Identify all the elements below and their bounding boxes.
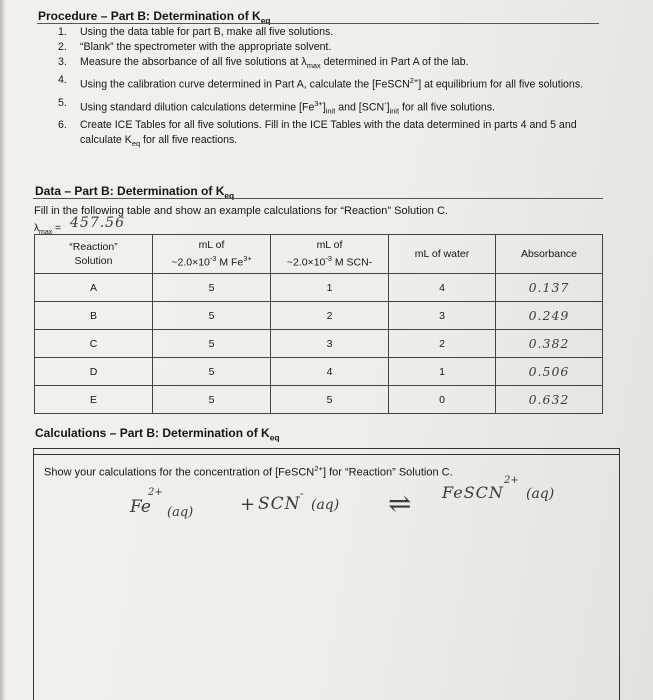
cell-scn: 4 — [271, 358, 389, 386]
eq-product-state: (aq) — [526, 486, 555, 502]
eq-scn: SCN — [258, 494, 301, 514]
cell-solution: C — [35, 330, 153, 358]
cell-water: 4 — [389, 274, 496, 302]
cell-absorbance: 0.249 — [496, 302, 603, 330]
equilibrium-arrow-icon: ⇌ — [388, 487, 412, 520]
cell-solution: A — [35, 274, 153, 302]
step-4: 4. Using the calibration curve determined in Part A, calculate the [FeSCN$^{2+}$] at equilibrium for all five solutions. — [58, 74, 584, 91]
table-header-row — [35, 235, 603, 274]
header-ml-scn: mL of $\sim 2.0\times 10^{-3}$ M SCN- — [271, 235, 389, 274]
cell-water: 1 — [389, 358, 496, 386]
header-ml-water: mL of water — [389, 235, 496, 274]
cell-water: 0 — [389, 386, 496, 414]
header-absorbance: Absorbance — [496, 235, 603, 274]
calc-box-inner-rule — [34, 454, 619, 455]
procedure-heading: Procedure – Part B: Determination of $K_{eq}$ — [38, 9, 271, 26]
cell-fe: 5 — [153, 302, 271, 330]
header-ml-fe: mL of $\sim 2.0\times 10^{-3}$ M $Fe^{3+}$ — [153, 235, 271, 274]
eq-plus: + — [240, 494, 256, 515]
cell-absorbance: 0.632 — [496, 386, 603, 414]
cell-fe: 5 — [153, 358, 271, 386]
table-row — [35, 386, 603, 414]
table-row — [35, 302, 603, 330]
data-heading: Data – Part B: Determination of $K_{eq}$ — [35, 184, 235, 201]
step-5: 5. Using standard dilution calculations determine $[Fe^{3+}]_{init}$ and $[SCN^-]_{init}$ for all five solutions. — [58, 96, 495, 116]
cell-solution: B — [35, 302, 153, 330]
page-edge-shadow — [0, 0, 6, 700]
eq-product-charge: 2+ — [504, 475, 519, 486]
procedure-steps — [58, 25, 618, 151]
eq-fe-state: (aq) — [167, 505, 194, 520]
cell-absorbance: 0.382 — [496, 330, 603, 358]
eq-scn-state: (aq) — [311, 497, 340, 513]
table-row — [35, 330, 603, 358]
cell-fe: 5 — [153, 386, 271, 414]
cell-scn: 5 — [271, 386, 389, 414]
calculations-heading: Calculations – Part B: Determination of $K_{eq}$ — [35, 426, 280, 443]
step-1: 1. Using the data table for part B, make all five solutions. — [58, 26, 334, 38]
data-heading-rule — [33, 198, 603, 199]
cell-scn: 3 — [271, 330, 389, 358]
cell-scn: 1 — [271, 274, 389, 302]
cell-water: 3 — [389, 302, 496, 330]
eq-fe: Fe — [130, 497, 151, 517]
cell-scn: 2 — [271, 302, 389, 330]
cell-fe: 5 — [153, 330, 271, 358]
table-row — [35, 274, 603, 302]
eq-scn-charge: - — [300, 487, 304, 500]
step-2: 2. “Blank” the spectrometer with the appropriate solvent. — [58, 41, 332, 53]
cell-absorbance: 0.506 — [496, 358, 603, 386]
data-table — [34, 234, 603, 414]
cell-solution: E — [35, 386, 153, 414]
cell-absorbance: 0.137 — [496, 274, 603, 302]
table-instruction: Fill in the following table and show an example calculations for “Reaction” Solution C. — [34, 205, 448, 217]
calculations-box — [33, 448, 620, 700]
procedure-heading-rule — [37, 23, 599, 24]
step-6: 6. Create ICE Tables for all five solutions. Fill in the ICE Tables with the data determined in parts 4 and 5 and calculate $K_{eq}$ for all five reactions. — [58, 119, 577, 149]
calc-prompt: Show your calculations for the concentration of [FeSCN$^{2+}$] for “Reaction” Solution C. — [44, 464, 453, 479]
step-3: 3. Measure the absorbance of all five solutions at $\lambda_{max}$ determined in Part A of the lab. — [58, 56, 469, 71]
header-reaction-solution: “Reaction” Solution — [35, 235, 153, 274]
cell-water: 2 — [389, 330, 496, 358]
eq-fe-charge: 2+ — [148, 487, 163, 498]
cell-fe: 5 — [153, 274, 271, 302]
table-row — [35, 358, 603, 386]
cell-solution: D — [35, 358, 153, 386]
lambda-max-value: 457.56 — [70, 215, 125, 231]
eq-product: FeSCN — [442, 483, 504, 502]
lambda-max-label: $\lambda_{max}$ = — [34, 223, 61, 236]
